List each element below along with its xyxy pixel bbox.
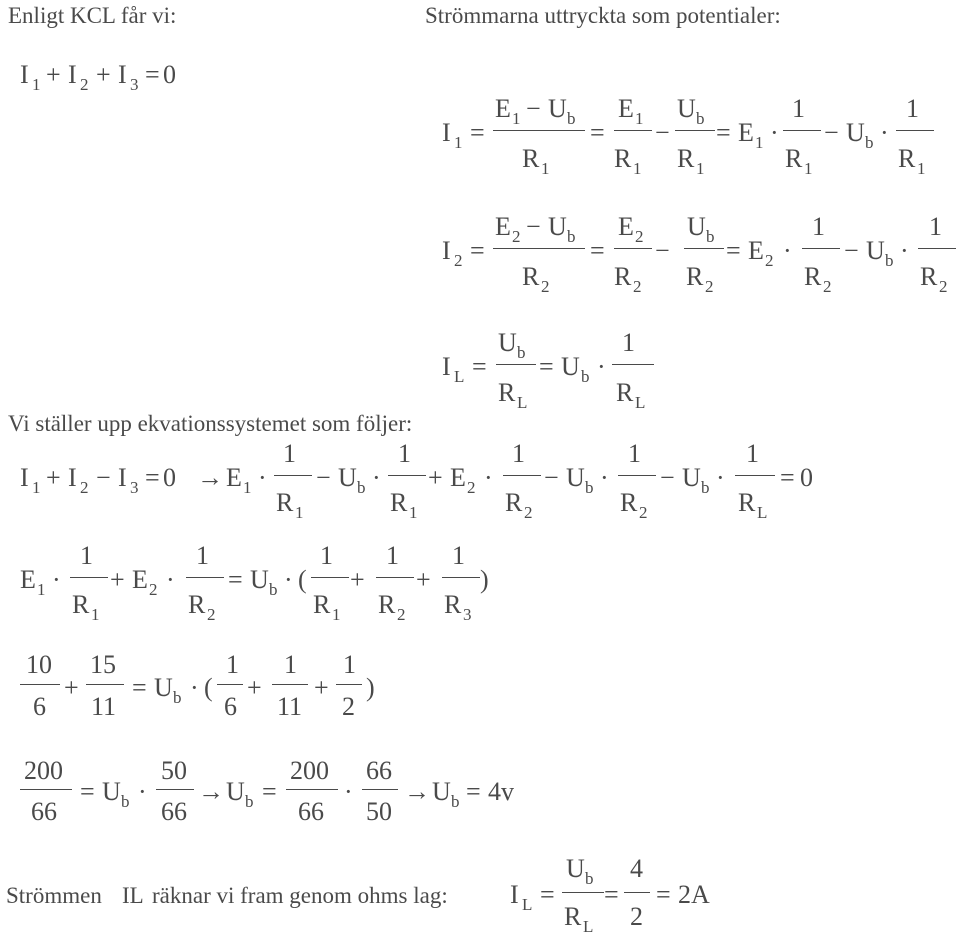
kcl-heading: Enligt KCL får vi: [8, 3, 177, 28]
eq2-f3-u: U [687, 212, 706, 241]
num-u: U [154, 673, 173, 702]
sys-f2-num: 1 [398, 439, 411, 468]
num-plus-1: + [64, 673, 79, 702]
kcl-i2: I [68, 60, 77, 89]
eq1-f2-e: E [618, 94, 634, 123]
eq1-i: I [442, 118, 451, 147]
rr-f3-num: 1 [320, 541, 333, 570]
eq1-f4-bar [783, 130, 821, 131]
ohm-f2-den: 2 [630, 902, 643, 931]
ohm-f2-bar [624, 892, 650, 893]
ohm-heading-b: IL [122, 883, 144, 908]
sol-u2-sub: b [245, 792, 254, 811]
eq2-f4-r: R [804, 262, 822, 291]
num-f5-den: 2 [342, 692, 355, 721]
sol-f4-num: 66 [366, 756, 392, 785]
eq2-f3-r: R [686, 262, 704, 291]
eq3-u: U [561, 352, 580, 381]
eq2-f2-e: E [618, 212, 634, 241]
eq1-f4-r-sub: 1 [804, 159, 813, 178]
sys-arrow: → [197, 463, 223, 492]
sys-u3: U [682, 463, 701, 492]
eq2-u-sub: b [885, 251, 894, 270]
eq3-f1-u-sub: b [517, 343, 526, 362]
ohm-f1-r: R [564, 902, 582, 931]
eq2-i: I [442, 236, 451, 265]
sys-u1: U [338, 463, 357, 492]
eq2-f5-bar [918, 248, 956, 249]
sys-zero-2: 0 [800, 463, 813, 492]
ohm-f2-num: 4 [630, 854, 643, 883]
eq1-f1-u-sub: b [567, 109, 576, 128]
eq2-eq-2: = [590, 236, 605, 265]
num-f3-num: 1 [226, 650, 239, 679]
sys-i1: I [20, 463, 29, 492]
eq1-dot-2: · [880, 118, 889, 147]
sys-dot-3: · [484, 463, 493, 492]
sol-arrow-2: → [404, 777, 430, 806]
sol-f3-bar [286, 789, 338, 790]
rr-f5-r-sub: 3 [463, 605, 472, 624]
rr-f4-r: R [378, 590, 396, 619]
sys-f2-bar [388, 475, 426, 476]
eq1-f2-r: R [614, 144, 632, 173]
sol-f4-bar [362, 789, 398, 790]
rr-f2-num: 1 [196, 541, 209, 570]
ohm-f1-u: U [566, 854, 585, 883]
kcl-i3: I [118, 60, 127, 89]
num-f4-den: 11 [277, 692, 303, 721]
eq1-u-sub: b [865, 133, 874, 152]
rr-f4-bar [376, 577, 414, 578]
rr-dot-2: · [166, 565, 175, 594]
rr-f1-bar [70, 577, 108, 578]
eq1-dot-1: · [770, 118, 779, 147]
sys-i3: I [118, 463, 127, 492]
num-f2-bar [86, 684, 124, 685]
eq1-e-sub: 1 [755, 133, 764, 152]
eq2-f1-e: E [495, 212, 511, 241]
kcl-plus-1: + [46, 60, 61, 89]
sys-dot-4: · [600, 463, 609, 492]
eq2-f3-r-sub: 2 [705, 277, 714, 296]
eq1-minus-2: − [824, 118, 839, 147]
eq3-i-sub: L [454, 367, 465, 386]
num-f2-num: 15 [90, 650, 116, 679]
sol-eq-1: = [80, 777, 95, 806]
eq2-u: U [866, 236, 885, 265]
eq2-f1-bar [493, 248, 585, 249]
eq1-f3-u-sub: b [696, 109, 705, 128]
sys-f4-bar [618, 475, 656, 476]
sys-minus-1: − [96, 463, 111, 492]
eq2-eq-1: = [470, 236, 485, 265]
num-f3-den: 6 [224, 692, 237, 721]
ohm-i: I [510, 880, 519, 909]
rr-f2-r-sub: 2 [207, 605, 216, 624]
sys-f2-r-sub: 1 [409, 503, 418, 522]
eq3-f1-r-sub: L [517, 393, 528, 412]
sys-i2-sub: 2 [80, 478, 89, 497]
sol-f3-num: 200 [290, 756, 329, 785]
eq1-f3-r-sub: 1 [696, 159, 705, 178]
eq2-f3-bar [684, 248, 724, 249]
sol-eq-3: = [466, 777, 481, 806]
sol-eq-2: = [262, 777, 277, 806]
eq1-f5-r: R [898, 144, 916, 173]
rr-f4-num: 1 [386, 541, 399, 570]
num-lparen: ( [204, 673, 213, 702]
ohm-f1-r-sub: L [583, 917, 594, 936]
eq3-i: I [442, 352, 451, 381]
ohm-eq-3: = [656, 880, 671, 909]
eq1-f5-r-sub: 1 [917, 159, 926, 178]
rr-e1: E [20, 565, 36, 594]
rr-rparen: ) [480, 565, 489, 594]
num-rparen: ) [366, 673, 375, 702]
eq2-f1-u-sub: b [567, 227, 576, 246]
num-plus-2: + [247, 673, 262, 702]
sol-f3-den: 66 [298, 797, 324, 826]
sol-f2-den: 66 [161, 797, 187, 826]
eq1-u: U [846, 118, 865, 147]
eq2-minus-1: − [655, 236, 670, 265]
eq2-f5-r-sub: 2 [939, 277, 948, 296]
rr-f5-r: R [444, 590, 462, 619]
rr-f1-num: 1 [80, 541, 93, 570]
sys-f3-r: R [505, 488, 523, 517]
eq1-eq-2: = [590, 118, 605, 147]
sol-u1: U [102, 777, 121, 806]
kcl-i1-sub: 1 [32, 75, 41, 94]
eq3-f2-r-sub: L [635, 393, 646, 412]
ohm-f1-bar [562, 892, 604, 893]
sol-f1-bar [20, 789, 72, 790]
eq1-f2-bar [614, 130, 652, 131]
eq2-minus-2: − [844, 236, 859, 265]
eq1-i-sub: 1 [454, 133, 463, 152]
rr-f1-r-sub: 1 [91, 605, 100, 624]
eq2-f4-r-sub: 2 [823, 277, 832, 296]
rr-plus-3: + [416, 565, 431, 594]
eq3-f2-r: R [616, 378, 634, 407]
eq3-f1-u: U [498, 328, 517, 357]
rr-e2-sub: 2 [149, 580, 158, 599]
eq2-f5-r: R [920, 262, 938, 291]
num-f4-num: 1 [284, 650, 297, 679]
ohm-f1-u-sub: b [585, 869, 594, 888]
eq3-f2-bar [612, 364, 654, 365]
sol-u1-sub: b [121, 792, 130, 811]
eq3-f1-bar [496, 364, 536, 365]
rr-eq: = [228, 565, 243, 594]
sys-f3-bar [503, 475, 541, 476]
eq2-f1-r: R [522, 262, 540, 291]
sys-plus-2: + [428, 463, 443, 492]
eq2-dot-1: · [783, 236, 792, 265]
eq3-dot: · [597, 352, 606, 381]
rr-f5-num: 1 [452, 541, 465, 570]
sol-dot-2: · [344, 777, 353, 806]
num-f5-bar [336, 684, 362, 685]
rr-f4-r-sub: 2 [397, 605, 406, 624]
sys-f1-bar [274, 475, 312, 476]
eq2-f1-minus: − [526, 212, 541, 241]
eq1-f1-minus: − [526, 94, 541, 123]
eq1-f5-bar [896, 130, 934, 131]
kcl-zero: 0 [163, 60, 176, 89]
eq1-f1-r: R [522, 144, 540, 173]
sys-f1-num: 1 [283, 439, 296, 468]
sys-dot-5: · [716, 463, 725, 492]
eq1-f5-num: 1 [906, 94, 919, 123]
rr-dot-1: · [52, 565, 61, 594]
sys-dot-1: · [258, 463, 267, 492]
rr-dot-3: · [284, 565, 293, 594]
sys-e2: E [450, 463, 466, 492]
sys-f1-r-sub: 1 [295, 503, 304, 522]
num-f1-num: 10 [26, 650, 52, 679]
sol-result: 4v [488, 777, 514, 806]
sys-u2: U [566, 463, 585, 492]
eq2-i-sub: 2 [454, 251, 463, 270]
eq1-f2-r-sub: 1 [633, 159, 642, 178]
sol-f4-den: 50 [366, 797, 392, 826]
eq2-f4-num: 1 [812, 212, 825, 241]
eq2-eq-3: = [726, 236, 741, 265]
rr-f5-bar [442, 577, 480, 578]
eq1-f4-num: 1 [792, 94, 805, 123]
rr-f2-r: R [188, 590, 206, 619]
eq1-eq-3: = [716, 118, 731, 147]
rr-plus-2: + [350, 565, 365, 594]
sys-f5-bar [735, 475, 775, 476]
sys-dot-2: · [372, 463, 381, 492]
eq2-f2-e-sub: 2 [635, 227, 644, 246]
eq1-f3-r: R [677, 144, 695, 173]
ohm-heading-c: räknar vi fram genom ohms lag: [152, 883, 448, 908]
kcl-i3-sub: 3 [130, 75, 139, 94]
eq1-f1-u: U [548, 94, 567, 123]
sys-f3-num: 1 [512, 439, 525, 468]
eq1-f1-e: E [495, 94, 511, 123]
sol-f1-num: 200 [24, 756, 63, 785]
eq3-f2-num: 1 [622, 328, 635, 357]
sys-plus-1: + [46, 463, 61, 492]
sys-f4-r-sub: 2 [639, 503, 648, 522]
eq2-f5-num: 1 [929, 212, 942, 241]
eq1-f2-e-sub: 1 [635, 109, 644, 128]
rr-u-sub: b [269, 580, 278, 599]
eq2-f1-u: U [548, 212, 567, 241]
sys-minus-4: − [660, 463, 675, 492]
sys-zero-1: 0 [163, 463, 176, 492]
num-plus-3: + [314, 673, 329, 702]
potentials-heading: Strömmarna uttryckta som potentialer: [425, 3, 781, 28]
sys-f3-r-sub: 2 [524, 503, 533, 522]
eq1-f1-r-sub: 1 [541, 159, 550, 178]
num-f1-den: 6 [33, 692, 46, 721]
sys-u2-sub: b [585, 478, 594, 497]
sys-e1: E [226, 463, 242, 492]
eq1-f3-bar [675, 130, 715, 131]
ohm-result: 2A [678, 880, 710, 909]
ohm-heading-a: Strömmen [6, 883, 102, 908]
eq2-f4-bar [802, 248, 840, 249]
eq1-f4-r: R [785, 144, 803, 173]
rr-f3-bar [311, 577, 349, 578]
rr-f1-r: R [72, 590, 90, 619]
rr-u: U [250, 565, 269, 594]
num-f1-bar [20, 684, 60, 685]
eq1-f1-e-sub: 1 [512, 109, 521, 128]
eq3-eq-1: = [472, 352, 487, 381]
eq2-dot-2: · [900, 236, 909, 265]
eq3-u-sub: b [581, 367, 590, 386]
rr-plus-1: + [110, 565, 125, 594]
sys-f5-r-sub: L [757, 503, 768, 522]
rr-f2-bar [186, 577, 224, 578]
kcl-plus-2: + [96, 60, 111, 89]
sol-arrow-1: → [198, 777, 224, 806]
num-dot: · [190, 673, 199, 702]
num-u-sub: b [173, 688, 182, 707]
sys-f5-num: 1 [746, 439, 759, 468]
eq1-e: E [738, 118, 754, 147]
sys-f2-r: R [390, 488, 408, 517]
sys-i3-sub: 3 [130, 478, 139, 497]
eq2-f2-r-sub: 2 [633, 277, 642, 296]
ohm-eq-1: = [540, 880, 555, 909]
num-f2-den: 11 [91, 692, 117, 721]
sys-minus-2: − [316, 463, 331, 492]
rr-f3-r: R [313, 590, 331, 619]
eq2-f3-u-sub: b [706, 227, 715, 246]
num-f5-num: 1 [343, 650, 356, 679]
ohm-i-sub: L [522, 895, 533, 914]
kcl-i1: I [20, 60, 29, 89]
sol-f1-den: 66 [31, 797, 57, 826]
eq1-f1-bar [493, 130, 585, 131]
sol-f2-bar [156, 789, 194, 790]
sol-f2-num: 50 [161, 756, 187, 785]
sys-f4-num: 1 [628, 439, 641, 468]
sys-u1-sub: b [357, 478, 366, 497]
rr-lparen: ( [298, 565, 307, 594]
eq3-eq-2: = [539, 352, 554, 381]
kcl-i2-sub: 2 [80, 75, 89, 94]
eq2-f1-e-sub: 2 [512, 227, 521, 246]
sys-e1-sub: 1 [243, 478, 252, 497]
sys-f1-r: R [276, 488, 294, 517]
sys-f5-r: R [738, 488, 756, 517]
eq3-f1-r: R [498, 378, 516, 407]
eq2-e: E [748, 236, 764, 265]
rr-f3-r-sub: 1 [332, 605, 341, 624]
sys-u3-sub: b [701, 478, 710, 497]
kcl-eq: = [145, 60, 160, 89]
sys-minus-3: − [544, 463, 559, 492]
sys-eq-2: = [780, 463, 795, 492]
sol-u3-sub: b [451, 792, 460, 811]
eq2-f2-r: R [614, 262, 632, 291]
eq2-f2-bar [614, 248, 652, 249]
sol-dot-1: · [138, 777, 147, 806]
sys-i2: I [68, 463, 77, 492]
num-f4-bar [272, 684, 308, 685]
system-heading: Vi ställer upp ekvationssystemet som följer: [8, 411, 413, 436]
sys-i1-sub: 1 [32, 478, 41, 497]
eq2-f1-r-sub: 2 [541, 277, 550, 296]
rr-e1-sub: 1 [37, 580, 46, 599]
eq1-minus-1: − [655, 118, 670, 147]
sys-f4-r: R [620, 488, 638, 517]
eq1-eq-1: = [470, 118, 485, 147]
eq2-e-sub: 2 [765, 251, 774, 270]
num-eq: = [132, 673, 147, 702]
sol-u3: U [432, 777, 451, 806]
num-f3-bar [217, 684, 243, 685]
sys-eq-1: = [145, 463, 160, 492]
sol-u2: U [226, 777, 245, 806]
rr-e2: E [132, 565, 148, 594]
sys-e2-sub: 2 [467, 478, 476, 497]
eq1-f3-u: U [677, 94, 696, 123]
ohm-eq-2: = [604, 880, 619, 909]
